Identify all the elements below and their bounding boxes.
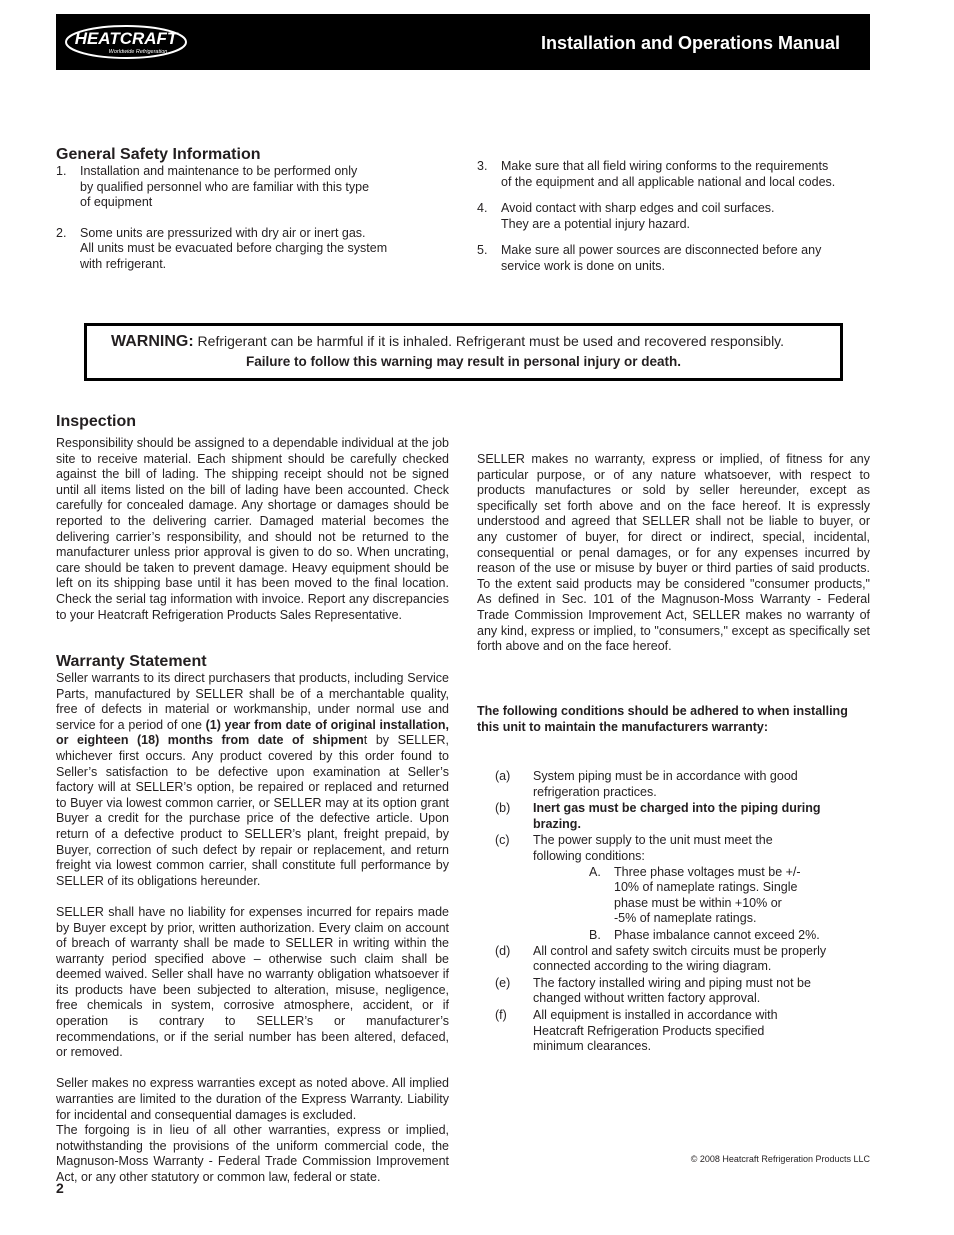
warning-bold-text: Failure to follow this warning may result in personal injury or death. xyxy=(245,354,682,369)
logo-text: HEATCRAFT xyxy=(74,29,178,48)
safety-item-5: 5. Make sure all power sources are disconnected before any service work is done on units. xyxy=(477,243,822,273)
warranty-paragraph-4: The forgoing is in lieu of all other warranties, express or implied, notwithstanding the provisions of the uniform commercial code, the Magnuson-Moss Warranty - Federal Trade Commission Improvement Act, or any other statutory or common law, federal or state. xyxy=(56,1123,449,1184)
condition-f: (f) All equipment is installed in accordance with Heatcraft Refrigeration Products specified minimum clearances. xyxy=(495,1007,778,1054)
condition-a: (a) System piping must be in accordance with good refrigeration practices. xyxy=(495,769,798,799)
conditions-intro: The following conditions should be adhered to when installing this unit to maintain the manufacturers warranty: xyxy=(477,704,848,734)
heatcraft-logo xyxy=(64,24,188,60)
inspection-section xyxy=(56,412,449,623)
condition-c: (c) The power supply to the unit must meet the following conditions: xyxy=(495,833,773,863)
warranty-paragraph-5: SELLER makes no warranty, express or implied, of fitness for any particular purpose, or of any nature whatsoever, with respect to products manufactures or sold by seller hereunder, except as specifically set forth above and on the face hereof. It is expressly understood and agreed that SELLER shall not be liable to buyer, or any customer of buyer, for direct or indirect, special, incidental, consequential or penal damages, or for any expenses incurred by reason of the use or misuse by buyer or third parties of said products. To the extent said products may be considered "consumer products," As defined in Sec. 101 of the Magnuson-Moss Warranty - Federal Trade Commission Improvement Act, SELLER makes no warranty of any kind, express or implied, to "consumers," except as specifically set forth above and on the face hereof. xyxy=(477,452,870,654)
safety-item-2: 2. Some units are pressurized with dry air or inert gas. All units must be evacuated before charging the system with refrigerant. xyxy=(56,225,388,271)
copyright-notice: © 2008 Heatcraft Refrigeration Products LLC xyxy=(690,1154,870,1164)
warranty-paragraph-2: SELLER shall have no liability for expenses incurred for repairs made by Buyer except by prior, written authorization. Every claim on account of breach of warranty shall be made to SELLER in writing within the warranty period specified above – otherwise such claim shall be deemed waived. Seller shall have no warranty obligation whatsoever if its products have been subjected to alteration, misuse, negligence, free chemicals in system, corrosive atmosphere, accident, or if operation is contrary to SELLER’s or manufacturer’s recommendations, or if the serial number has been altered, defaced, or removed. xyxy=(56,904,449,1060)
safety-section-left xyxy=(56,145,449,273)
inspection-heading: Inspection xyxy=(56,413,137,430)
warranty-heading: Warranty Statement xyxy=(56,653,207,670)
manual-title: Installation and Operations Manual xyxy=(540,33,840,53)
condition-b: (b) Inert gas must be charged into the piping during brazing. xyxy=(495,801,821,831)
safety-section-right xyxy=(477,159,870,275)
safety-item-1: 1. Installation and maintenance to be performed only by qualified personnel who are familiar with this type of equipment xyxy=(56,164,370,210)
page-header xyxy=(56,14,870,70)
warranty-paragraph-3: Seller makes no express warranties except as noted above. All implied warranties are limited to the duration of the Express Warranty. Liability for incidental and consequential damages is excluded. xyxy=(56,1076,449,1122)
warning-box xyxy=(84,323,843,381)
warranty-section xyxy=(56,652,449,1186)
conditions-list xyxy=(477,769,870,1055)
warning-text: Refrigerant can be harmful if it is inhaled. Refrigerant must be used and recovered responsibly. xyxy=(197,333,785,349)
condition-d: (d) All control and safety switch circuits must be properly connected according to the wiring diagram. xyxy=(495,943,827,974)
safety-item-3: 3. Make sure that all field wiring conforms to the requirements of the equipment and all applicable national and local codes. xyxy=(477,159,836,189)
condition-e: (e) The factory installed wiring and piping must not be changed without written factory approval. xyxy=(495,975,811,1006)
safety-item-4: 4. Avoid contact with sharp edges and coil surfaces. They are a potential injury hazard. xyxy=(477,201,775,231)
logo-tagline: Worldwide Refrigeration xyxy=(108,49,168,55)
page-number: 2 xyxy=(56,1180,64,1196)
warning-label: WARNING: xyxy=(111,333,194,350)
condition-c-a: A. Three phase voltages must be +/- 10% of nameplate ratings. Single phase must be within +10% or -5% of nameplate ratings. xyxy=(589,864,801,926)
condition-c-b: B. Phase imbalance cannot exceed 2%. xyxy=(589,927,820,942)
inspection-text: Responsibility should be assigned to a dependable individual at the job site to receive material. Each shipment should be carefully checked against the bill of lading. The shipping receipt should not be signed until all items listed on the bill of lading have been accounted. Check carefully for concealed damage. Any shortage or damages should be reported to the delivering carrier. Damaged material becomes the delivering carrier’s responsibility, and should not be returned to the manufacturer unless prior approval is given to do so. When uncrating, care should be taken to prevent damage. Heavy equipment should be left on its shipping base until it has been moved to the final location. Check the serial tag information with invoice. Report any discrepancies to your Heatcraft Refrigeration Products Sales Representative. xyxy=(56,436,449,622)
safety-heading: General Safety Information xyxy=(56,146,261,163)
warranty-paragraph-1: Seller warrants to its direct purchasers that products, including Service Parts, manufactured by SELLER shall be of a merchantable quality, free of defects in material or workmanship, under normal use and service for a period of one (1) year from date of original installation, or eighteen (18) months from date of shipment by SELLER, whichever first occurs. Any product covered by this order found to Seller’s satisfaction to be defective upon examination at Seller’s factory will at SELLER’s option, be repaired or replaced and returned to Buyer via lowest common carrier, or SELLER may at its option grant Buyer a credit for the purchase price of the defective article. Upon return of a defective product to SELLER’s plant, freight prepaid, by Buyer, correction of such defect by repair or replacement, and return freight via lowest common carrier, shall constitute full performance by SELLER of its obligations hereunder. xyxy=(56,671,449,888)
